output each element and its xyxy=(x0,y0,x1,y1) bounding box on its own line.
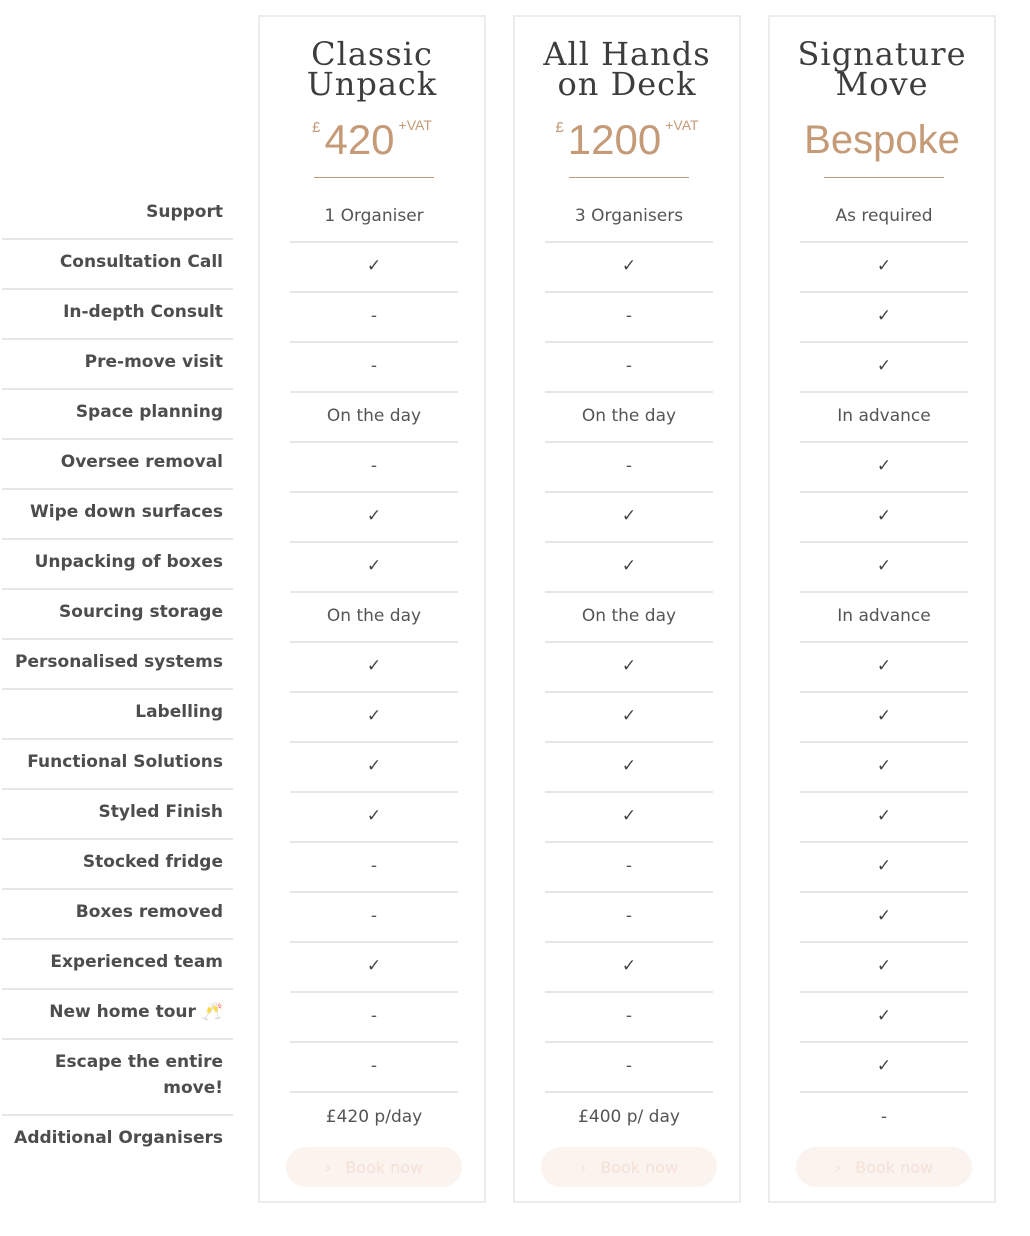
price-divider xyxy=(824,177,944,178)
plan-cell: 1 Organiser xyxy=(324,206,424,226)
check-icon: ✓ xyxy=(876,506,892,526)
row-divider xyxy=(800,541,968,543)
row-divider xyxy=(545,741,713,743)
price-amount: 1200 xyxy=(567,116,662,163)
row-divider xyxy=(545,841,713,843)
book-now-label: Book now xyxy=(345,1158,424,1177)
feature-label: Wipe down surfaces xyxy=(30,502,223,522)
row-divider xyxy=(800,341,968,343)
row-divider xyxy=(290,541,458,543)
row-divider xyxy=(2,538,233,540)
price-currency: £ xyxy=(312,119,321,136)
check-icon: ✓ xyxy=(366,256,382,276)
plan-name-line-1: All Hands xyxy=(543,35,711,73)
check-icon: ✓ xyxy=(876,306,892,326)
row-divider xyxy=(290,841,458,843)
check-icon: ✓ xyxy=(876,656,892,676)
row-divider xyxy=(545,991,713,993)
plan-cell: On the day xyxy=(581,406,677,426)
check-icon: ✓ xyxy=(876,906,892,926)
feature-label: Styled Finish xyxy=(98,802,223,822)
book-now-button[interactable] xyxy=(796,1147,972,1187)
check-icon: ✓ xyxy=(876,856,892,876)
row-divider xyxy=(2,1114,233,1116)
plan-cell: As required xyxy=(835,206,933,226)
plan-name xyxy=(515,35,739,103)
row-divider xyxy=(800,941,968,943)
row-divider xyxy=(800,591,968,593)
row-divider xyxy=(2,988,233,990)
row-divider xyxy=(290,491,458,493)
chevron-right-icon: › xyxy=(579,1158,587,1177)
plan-cell: - xyxy=(370,1006,378,1026)
check-icon: ✓ xyxy=(876,356,892,376)
row-divider xyxy=(800,791,968,793)
row-divider xyxy=(2,638,233,640)
row-divider xyxy=(290,391,458,393)
plan-cell: - xyxy=(625,906,633,926)
row-divider xyxy=(2,788,233,790)
plan-cell: In advance xyxy=(837,606,931,626)
plan-cell: - xyxy=(625,1056,633,1076)
row-divider xyxy=(290,441,458,443)
plan-cell: - xyxy=(625,856,633,876)
plan-cell: On the day xyxy=(581,606,677,626)
feature-label: Labelling xyxy=(135,702,223,722)
book-now-label: Book now xyxy=(855,1158,934,1177)
feature-label: Stocked fridge xyxy=(82,852,223,872)
plan-name-line-1: Classic xyxy=(311,35,433,73)
price-currency: £ xyxy=(555,119,564,136)
feature-label: Unpacking of boxes xyxy=(34,552,223,572)
row-divider xyxy=(2,888,233,890)
price-divider xyxy=(314,177,434,178)
check-icon: ✓ xyxy=(876,806,892,826)
row-divider xyxy=(545,441,713,443)
feature-label: Space planning xyxy=(75,402,223,422)
check-icon: ✓ xyxy=(621,806,637,826)
row-divider xyxy=(2,938,233,940)
row-divider xyxy=(545,291,713,293)
book-now-label: Book now xyxy=(600,1158,679,1177)
row-divider xyxy=(290,791,458,793)
feature-label: Functional Solutions xyxy=(27,752,223,772)
check-icon: ✓ xyxy=(876,756,892,776)
plan-column xyxy=(258,15,486,1203)
plan-cell: - xyxy=(625,306,633,326)
row-divider xyxy=(800,891,968,893)
check-icon: ✓ xyxy=(366,806,382,826)
plan-name-line-2: Move xyxy=(835,65,929,103)
plan-name-line-2: on Deck xyxy=(557,65,697,103)
row-divider xyxy=(800,291,968,293)
row-divider xyxy=(545,941,713,943)
row-divider xyxy=(290,241,458,243)
row-divider xyxy=(2,738,233,740)
row-divider xyxy=(545,391,713,393)
row-divider xyxy=(545,241,713,243)
price-divider xyxy=(569,177,689,178)
row-divider xyxy=(545,491,713,493)
plan-cell: In advance xyxy=(837,406,931,426)
feature-label: Oversee removal xyxy=(60,452,223,472)
plan-price xyxy=(770,115,994,165)
check-icon: ✓ xyxy=(366,506,382,526)
price-vat: +VAT xyxy=(398,117,432,133)
row-divider xyxy=(290,1041,458,1043)
check-icon: ✓ xyxy=(366,656,382,676)
check-icon: ✓ xyxy=(621,656,637,676)
row-divider xyxy=(545,541,713,543)
chevron-right-icon: › xyxy=(834,1158,842,1177)
plan-price xyxy=(515,115,739,165)
feature-label: Consultation Call xyxy=(59,252,223,272)
check-icon: ✓ xyxy=(876,1006,892,1026)
row-divider xyxy=(290,941,458,943)
row-divider xyxy=(2,238,233,240)
plan-cell: - xyxy=(625,356,633,376)
plan-cell: On the day xyxy=(326,606,422,626)
row-divider xyxy=(800,391,968,393)
row-divider xyxy=(290,291,458,293)
plan-column xyxy=(768,15,996,1203)
row-divider xyxy=(800,741,968,743)
plan-cell: £420 p/day xyxy=(325,1107,423,1127)
check-icon: ✓ xyxy=(366,556,382,576)
row-divider xyxy=(545,341,713,343)
row-divider xyxy=(800,641,968,643)
check-icon: ✓ xyxy=(876,456,892,476)
check-icon: ✓ xyxy=(621,506,637,526)
plan-name-line-2: Unpack xyxy=(306,65,438,103)
feature-label: Boxes removed xyxy=(75,902,223,922)
check-icon: ✓ xyxy=(876,556,892,576)
row-divider xyxy=(545,1091,713,1093)
row-divider xyxy=(2,688,233,690)
row-divider xyxy=(2,438,233,440)
plan-cell: - xyxy=(880,1107,888,1127)
feature-label: Experienced team xyxy=(50,952,223,972)
plan-cell: - xyxy=(625,1006,633,1026)
plan-price xyxy=(260,115,484,165)
plan-name xyxy=(770,35,994,103)
row-divider xyxy=(800,991,968,993)
feature-label: In-depth Consult xyxy=(63,302,223,322)
plan-cell: - xyxy=(370,856,378,876)
plan-column xyxy=(513,15,741,1203)
feature-label: Personalised systems xyxy=(15,652,223,672)
row-divider xyxy=(800,1041,968,1043)
plan-cell: - xyxy=(370,356,378,376)
check-icon: ✓ xyxy=(366,706,382,726)
row-divider xyxy=(545,691,713,693)
row-divider xyxy=(290,641,458,643)
check-icon: ✓ xyxy=(366,756,382,776)
row-divider xyxy=(545,1041,713,1043)
row-divider xyxy=(2,488,233,490)
plan-cell: - xyxy=(370,456,378,476)
plan-cell: £400 p/ day xyxy=(578,1107,680,1127)
row-divider xyxy=(800,841,968,843)
feature-label: Escape the entire move! xyxy=(54,1052,223,1098)
chevron-right-icon: › xyxy=(324,1158,332,1177)
check-icon: ✓ xyxy=(621,956,637,976)
check-icon: ✓ xyxy=(621,756,637,776)
row-divider xyxy=(800,1091,968,1093)
row-divider xyxy=(290,1091,458,1093)
row-divider xyxy=(545,791,713,793)
plan-cell: - xyxy=(370,1056,378,1076)
row-divider xyxy=(2,588,233,590)
row-divider xyxy=(290,691,458,693)
check-icon: ✓ xyxy=(621,256,637,276)
feature-label: Support xyxy=(146,202,223,222)
row-divider xyxy=(2,838,233,840)
row-divider xyxy=(290,591,458,593)
row-divider xyxy=(545,641,713,643)
row-divider xyxy=(290,991,458,993)
price-bespoke: Bespoke xyxy=(804,118,960,162)
row-divider xyxy=(290,341,458,343)
check-icon: ✓ xyxy=(366,956,382,976)
row-divider xyxy=(545,591,713,593)
feature-label: Additional Organisers xyxy=(14,1128,223,1148)
row-divider xyxy=(800,441,968,443)
feature-label: Pre-move visit xyxy=(84,352,223,372)
row-divider xyxy=(290,741,458,743)
row-divider xyxy=(2,338,233,340)
feature-label: New home tour 🥂 xyxy=(49,1002,223,1022)
row-divider xyxy=(545,891,713,893)
plan-cell: 3 Organisers xyxy=(574,206,684,226)
book-now-button[interactable] xyxy=(541,1147,717,1187)
row-divider xyxy=(2,1038,233,1040)
check-icon: ✓ xyxy=(876,256,892,276)
row-divider xyxy=(800,491,968,493)
row-divider xyxy=(2,288,233,290)
price-amount: 420 xyxy=(324,116,395,163)
plan-cell: On the day xyxy=(326,406,422,426)
plan-cell: - xyxy=(625,456,633,476)
check-icon: ✓ xyxy=(876,706,892,726)
plan-name-line-1: Signature xyxy=(797,35,967,73)
feature-label: Sourcing storage xyxy=(59,602,223,622)
row-divider xyxy=(800,691,968,693)
check-icon: ✓ xyxy=(621,706,637,726)
plan-name xyxy=(260,35,484,103)
check-icon: ✓ xyxy=(876,956,892,976)
check-icon: ✓ xyxy=(621,556,637,576)
plan-cell: - xyxy=(370,306,378,326)
row-divider xyxy=(290,891,458,893)
check-icon: ✓ xyxy=(876,1056,892,1076)
book-now-button[interactable] xyxy=(286,1147,462,1187)
plan-cell: - xyxy=(370,906,378,926)
row-divider xyxy=(800,241,968,243)
price-vat: +VAT xyxy=(665,117,699,133)
row-divider xyxy=(2,388,233,390)
